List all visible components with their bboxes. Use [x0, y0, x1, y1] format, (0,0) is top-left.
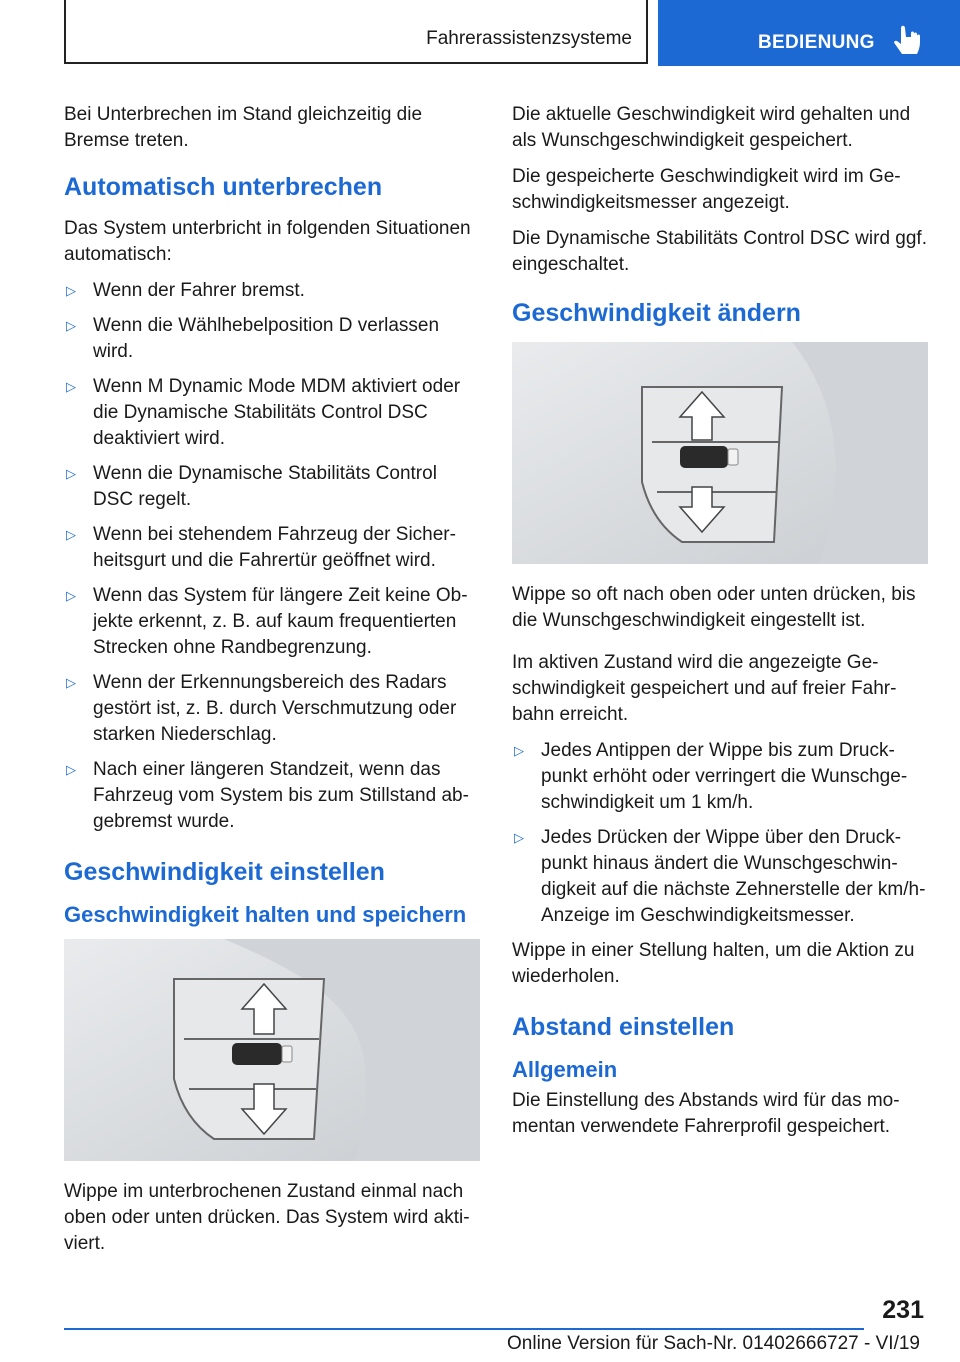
triangle-bullet-icon: ▷ — [514, 830, 524, 845]
triangle-bullet-icon: ▷ — [66, 588, 76, 603]
figure-caption-change: Wippe so oft nach oben oder unten drücken, bis die Wunschgeschwindigkeit eingestellt ist. — [512, 584, 916, 631]
heading-set-speed: Geschwindigkeit einstellen — [64, 858, 385, 886]
heading-set-distance: Abstand einstellen — [512, 1013, 735, 1041]
triangle-bullet-icon: ▷ — [66, 379, 76, 394]
left-column — [64, 102, 482, 1267]
list-item: ▷ Wenn der Erkennungsbereich des Radars gestört ist, z. B. durch Verschmutzung oder starken Niederschlag. — [66, 672, 457, 745]
right-column — [512, 102, 930, 1150]
paragraph-hold-current: Die aktuelle Geschwindigkeit wird gehalten und als Wunschgeschwindigkeit gespeichert. — [512, 104, 911, 151]
list-item: ▷ Wenn die Dynamische Stabilitäts Control DSC regelt. — [66, 463, 437, 510]
list-item: ▷ Wenn das System für längere Zeit keine Objekte erkennt, z. B. auf kaum frequentierten Strecken ohne Randbegrenzung. — [66, 585, 468, 658]
header-chapter-tab — [658, 0, 960, 66]
triangle-bullet-icon: ▷ — [66, 527, 76, 542]
auto-interrupt-list — [64, 278, 482, 835]
list-item: ▷ Jedes Antippen der Wippe bis zum Druckpunkt erhöht oder verringert die Wunschgeschwindigkeit um 1 km/h. — [514, 740, 908, 813]
hand-pointer-icon — [893, 24, 923, 58]
steering-wheel-rocker-figure — [64, 939, 480, 1161]
header-section-title: Fahrerassistenzsysteme — [426, 28, 632, 49]
paragraph-distance-profile: Die Einstellung des Abstands wird für das momentan verwendete Fahrerprofil gespeichert. — [512, 1090, 900, 1137]
list-item: ▷ Wenn der Fahrer bremst. — [64, 278, 482, 304]
figure-caption-hold: Wippe im unterbrochenen Zustand einmal nach oben oder unten drücken. Das System wird aktiviert. — [64, 1181, 470, 1254]
triangle-bullet-icon: ▷ — [66, 675, 76, 690]
list-item: ▷ Jedes Drücken der Wippe über den Druckpunkt hinaus ändert die Wunschgeschwindigkeit auf die nächste Zehnerstelle der km/h-Anzeige im Geschwindigkeitsmesser. — [514, 827, 926, 926]
heading-hold-speed: Geschwindigkeit halten und speichern — [64, 902, 467, 927]
paragraph-dsc: Die Dynamische Stabilitäts Control DSC wird ggf. eingeschaltet. — [512, 228, 927, 275]
change-speed-list — [512, 738, 930, 929]
intro-paragraph: Bei Unterbrechen im Stand gleichzeitig die Bremse treten. — [64, 104, 423, 151]
list-item: ▷ Nach einer längeren Standzeit, wenn das Fahrzeug vom System bis zum Stillstand abgebremst wurde. — [66, 759, 469, 832]
list-item: ▷ Wenn die Wählhebelposition D verlassen wird. — [66, 315, 440, 362]
triangle-bullet-icon: ▷ — [66, 762, 76, 777]
triangle-bullet-icon: ▷ — [514, 743, 524, 758]
auto-interrupt-text: Das System unterbricht in folgenden Situationen automatisch: — [64, 218, 471, 265]
header-chapter-title: BEDIENUNG — [758, 32, 875, 53]
paragraph-speedometer: Die gespeicherte Geschwindigkeit wird im Geschwindigkeitsmesser angezeigt. — [512, 166, 901, 213]
triangle-bullet-icon: ▷ — [66, 318, 76, 333]
list-item: ▷ Wenn bei stehendem Fahrzeug der Sicherheitsgurt und die Fahrertür geöffnet wird. — [66, 524, 456, 571]
steering-wheel-rocker-figure — [512, 342, 928, 564]
footer-version-text: Online Version für Sach-Nr. 01402666727 - VI/19 — [507, 1333, 920, 1354]
heading-change-speed: Geschwindigkeit ändern — [512, 299, 801, 327]
triangle-bullet-icon: ▷ — [66, 466, 76, 481]
page-number: 231 — [882, 1296, 924, 1324]
footer-divider — [64, 1328, 864, 1330]
heading-general: Allgemein — [512, 1057, 618, 1082]
list-item: ▷ Wenn M Dynamic Mode MDM aktiviert oder die Dynamische Stabilitäts Control DSC deaktiviert wird. — [66, 376, 461, 449]
heading-auto-interrupt: Automatisch unterbrechen — [64, 173, 383, 201]
header-section-tab — [64, 0, 648, 64]
paragraph-active-state: Im aktiven Zustand wird die angezeigte Geschwindigkeit gespeichert und auf freier Fahrbahn erreicht. — [512, 652, 897, 725]
triangle-bullet-icon: ▷ — [66, 283, 76, 298]
paragraph-hold-rocker: Wippe in einer Stellung halten, um die Aktion zu wiederholen. — [512, 940, 915, 987]
